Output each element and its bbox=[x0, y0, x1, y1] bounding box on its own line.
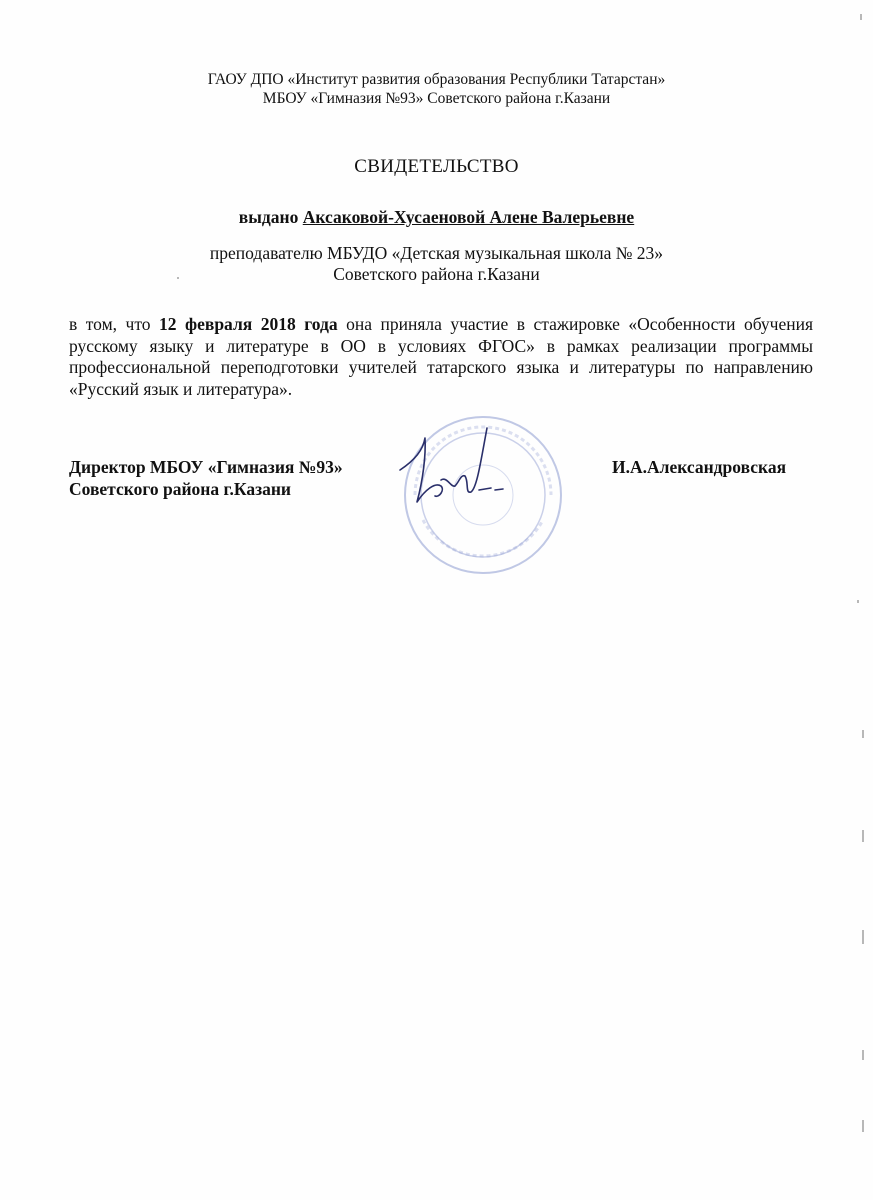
scan-speck bbox=[177, 277, 179, 279]
body-intro: в том, что bbox=[69, 314, 151, 334]
scan-speck bbox=[862, 1120, 864, 1132]
header-school: МБОУ «Гимназия №93» Советского района г.Казани bbox=[262, 90, 611, 107]
issued-line bbox=[0, 207, 873, 228]
body-text: она приняла участие в стажировке «Особенности обучения русскому языку и литературе в ОО в условиях ФГОС» в рамках реализации программы профессиональной переподготовки учителей татарского языка и литературы по направлению «Русский язык и литература». bbox=[69, 314, 814, 399]
recipient-position bbox=[0, 243, 873, 285]
role-line-2: Советского района г.Казани bbox=[69, 478, 292, 499]
scan-speck bbox=[862, 730, 864, 738]
certificate-body bbox=[69, 314, 813, 400]
header-institute: ГАОУ ДПО «Институт развития образования Республики Татарстан» bbox=[207, 71, 666, 88]
document-header bbox=[0, 70, 873, 108]
signer-name: И.А.Александровская bbox=[612, 457, 787, 477]
body-date: 12 февраля 2018 года bbox=[159, 314, 338, 334]
scan-speck bbox=[857, 600, 859, 603]
issued-prefix: выдано bbox=[238, 207, 299, 227]
handwritten-signature-icon bbox=[395, 420, 515, 520]
scan-speck bbox=[862, 830, 864, 842]
certificate-title: СВИДЕТЕЛЬСТВО bbox=[354, 156, 519, 177]
position-line-2: Советского района г.Казани bbox=[333, 264, 540, 284]
position-line-1: преподавателю МБУДО «Детская музыкальная школа № 23» bbox=[209, 243, 664, 263]
scan-speck bbox=[862, 1050, 864, 1060]
role-line-1: Директор МБОУ «Гимназия №93» bbox=[69, 457, 343, 477]
scan-speck bbox=[862, 930, 864, 944]
signatory-role bbox=[69, 457, 343, 500]
scan-speck bbox=[860, 14, 862, 20]
recipient-name: Аксаковой-Хусаеновой Алене Валерьевне bbox=[302, 207, 635, 227]
